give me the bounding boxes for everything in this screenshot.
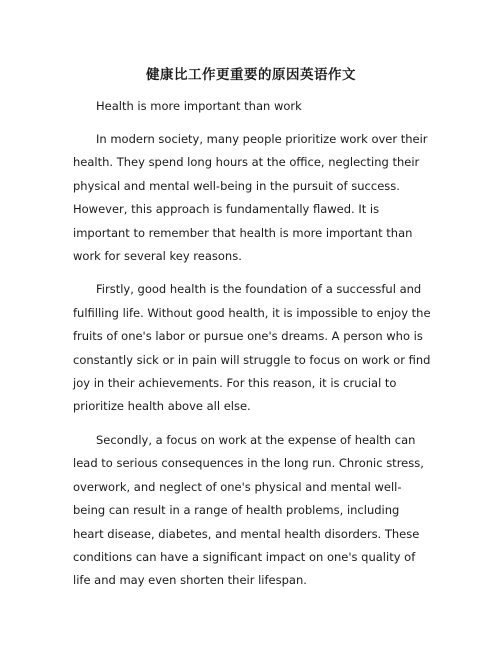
paragraph-2: Firstly, good health is the foundation of a successful and fulfilling life. Without good health, it is impossible to enjoy the fruits of one's labor or pursue one's dreams. A person who is constantly sick or in pain will struggle to focus on work or find joy in their achievements. For this reason, it is crucial to prioritize health above all else. [73, 282, 431, 414]
essay-body [73, 128, 433, 603]
essay-heading: Health is more important than work [96, 99, 302, 113]
paragraph-1: In modern society, many people prioritize work over their health. They spend long hours at the office, neglecting their physical and mental well-being in the pursuit of success. However, this approach is fundamentally flawed. It is important to remember that health is more important than work for several key reasons. [73, 132, 428, 264]
document-title: 健康比工作更重要的原因英语作文 [146, 67, 356, 83]
paragraph-3: Secondly, a focus on work at the expense of health can lead to serious consequences in the long run. Chronic stress, overwork, and neglect of one's physical and mental well-being can result in a range of health problems, including heart disease, diabetes, and mental health disorders. These conditions can have a significant impact on one's quality of life and may even shorten their lifespan. [73, 432, 424, 588]
